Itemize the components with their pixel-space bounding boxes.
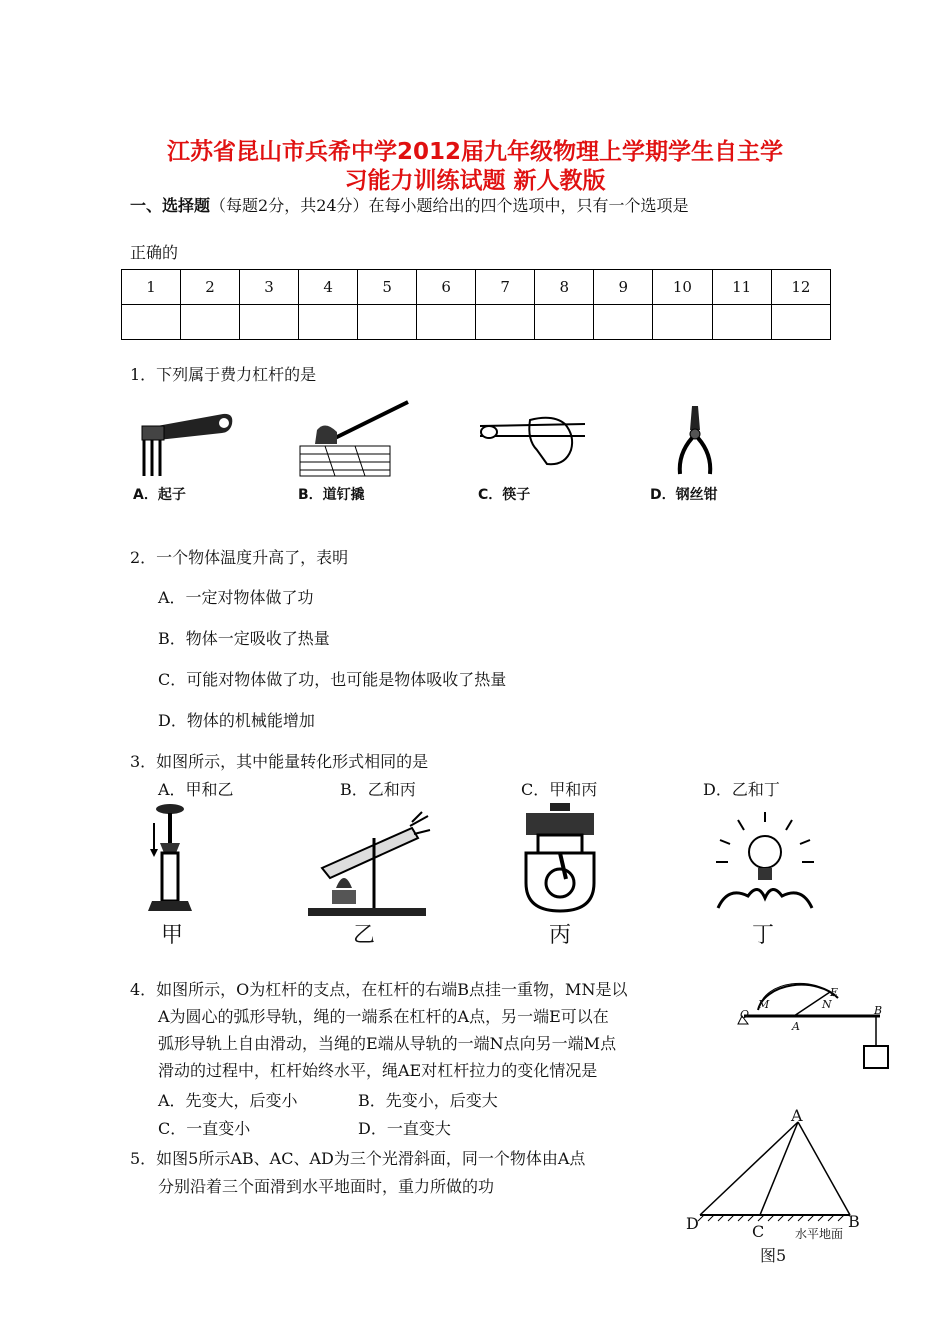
q1-figure-bottle-opener: [128, 400, 238, 480]
q5-label-a: A: [791, 1106, 803, 1125]
answer-header-cell: 7: [476, 270, 535, 305]
answer-cell[interactable]: [181, 305, 240, 340]
answer-header-cell: 2: [181, 270, 240, 305]
answer-header-cell: 9: [594, 270, 653, 305]
q3-label-ding: 丁: [752, 923, 775, 948]
q1-option-d: D．钢丝钳: [650, 487, 718, 503]
q3-option-c: C．甲和丙: [521, 780, 598, 799]
answer-cell[interactable]: [299, 305, 358, 340]
q2-option-d: D．物体的机械能增加: [158, 711, 315, 730]
q1-option-c: C．筷子: [478, 487, 531, 503]
q2-stem: 2．一个物体温度升高了，表明: [130, 548, 349, 567]
answer-cell[interactable]: [712, 305, 771, 340]
answer-header-cell: 10: [653, 270, 712, 305]
q3-option-b: B．乙和丙: [340, 780, 416, 799]
q4-option-c: C．一直变小: [158, 1119, 251, 1138]
q2-option-a: A．一定对物体做了功: [158, 588, 314, 607]
q4-option-b: B．先变小，后变大: [358, 1091, 498, 1110]
q4-label-e: E: [830, 986, 839, 999]
answer-cell[interactable]: [417, 305, 476, 340]
q3-figure-jia-pump: [140, 803, 200, 918]
q3-option-d: D．乙和丁: [703, 780, 780, 799]
section-heading-note2: 正确的: [130, 243, 179, 262]
q2-option-c: C．可能对物体做了功，也可能是物体吸收了热量: [158, 670, 507, 689]
q2-option-b: B．物体一定吸收了热量: [158, 629, 330, 648]
section-heading-note: （每题2分，共24分）在每小题给出的四个选项中，只有一个选项是: [210, 196, 689, 215]
answer-header-cell: 12: [771, 270, 830, 305]
section-heading: [130, 193, 689, 216]
answer-table-blank-row: [122, 305, 831, 340]
answer-header-cell: 1: [122, 270, 181, 305]
answer-cell[interactable]: [240, 305, 299, 340]
q5-ground-label: 水平地面: [795, 1227, 844, 1241]
q4-label-b: B: [874, 1004, 883, 1017]
q5-label-b: B: [848, 1212, 860, 1231]
answer-cell[interactable]: [476, 305, 535, 340]
q4-line-1: 4．如图所示，O为杠杆的支点，在杠杆的右端B点挂一重物，MN是以: [130, 980, 628, 999]
q3-figure-bing-engine: [520, 803, 600, 915]
answer-cell[interactable]: [653, 305, 712, 340]
q3-stem: 3．如图所示，其中能量转化形式相同的是: [130, 752, 429, 771]
page-title-line2: 习能力训练试题 新人教版: [344, 168, 606, 194]
answer-cell[interactable]: [358, 305, 417, 340]
q5-figure-caption: 图5: [760, 1246, 787, 1265]
q4-label-m: M: [758, 998, 770, 1011]
q3-option-a: A．甲和乙: [158, 780, 234, 799]
q5-line-1: 5．如图5所示AB、AC、AD为三个光滑斜面，同一个物体由A点: [130, 1149, 586, 1168]
q1-stem: 1．下列属于费力杠杆的是: [130, 365, 317, 384]
answer-header-cell: 11: [712, 270, 771, 305]
answer-cell[interactable]: [535, 305, 594, 340]
q3-label-jia: 甲: [161, 923, 184, 948]
q4-label-n: N: [822, 998, 832, 1011]
q3-label-bing: 丙: [549, 923, 572, 948]
answer-header-cell: 3: [240, 270, 299, 305]
q5-line-2: 分别沿着三个面滑到水平地面时，重力所做的功: [158, 1177, 495, 1196]
q4-label-o: O: [740, 1008, 750, 1021]
q5-label-c: C: [752, 1222, 765, 1241]
answer-table: [121, 269, 831, 340]
answer-header-cell: 6: [417, 270, 476, 305]
page-title-line1: 江苏省昆山市兵希中学2012届九年级物理上学期学生自主学: [166, 139, 783, 165]
answer-cell[interactable]: [771, 305, 830, 340]
q1-option-a: A．起子: [133, 487, 186, 503]
answer-header-cell: 4: [299, 270, 358, 305]
q5-figure-slopes: [690, 1110, 870, 1230]
answer-table-header-row: [122, 270, 831, 305]
q1-figure-pliers: [670, 404, 720, 476]
q1-figure-chopsticks: [475, 410, 590, 470]
q3-figure-ding-bulb: [708, 808, 823, 918]
answer-header-cell: 8: [535, 270, 594, 305]
q4-option-a: A．先变大，后变小: [158, 1091, 298, 1110]
q4-option-d: D．一直变大: [358, 1119, 451, 1138]
q3-figure-yi-test-tube: [302, 808, 432, 918]
q4-figure-lever: [730, 968, 900, 1078]
q4-line-3: 弧形导轨上自由滑动，当绳的E端从导轨的一端N点向另一端M点: [158, 1034, 617, 1053]
q3-label-yi: 乙: [353, 923, 376, 948]
q4-line-2: A为圆心的弧形导轨，绳的一端系在杠杆的A点，另一端E可以在: [158, 1007, 609, 1026]
section-heading-label: 一、选择题: [130, 196, 211, 215]
q5-label-d: D: [686, 1214, 699, 1233]
q1-option-b: B．道钉撬: [298, 487, 365, 503]
q4-label-a: A: [792, 1020, 800, 1033]
q4-line-4: 滑动的过程中，杠杆始终水平，绳AE对杠杆拉力的变化情况是: [158, 1061, 598, 1080]
answer-header-cell: 5: [358, 270, 417, 305]
answer-cell[interactable]: [122, 305, 181, 340]
answer-cell[interactable]: [594, 305, 653, 340]
q1-figure-crowbar: [295, 398, 415, 480]
